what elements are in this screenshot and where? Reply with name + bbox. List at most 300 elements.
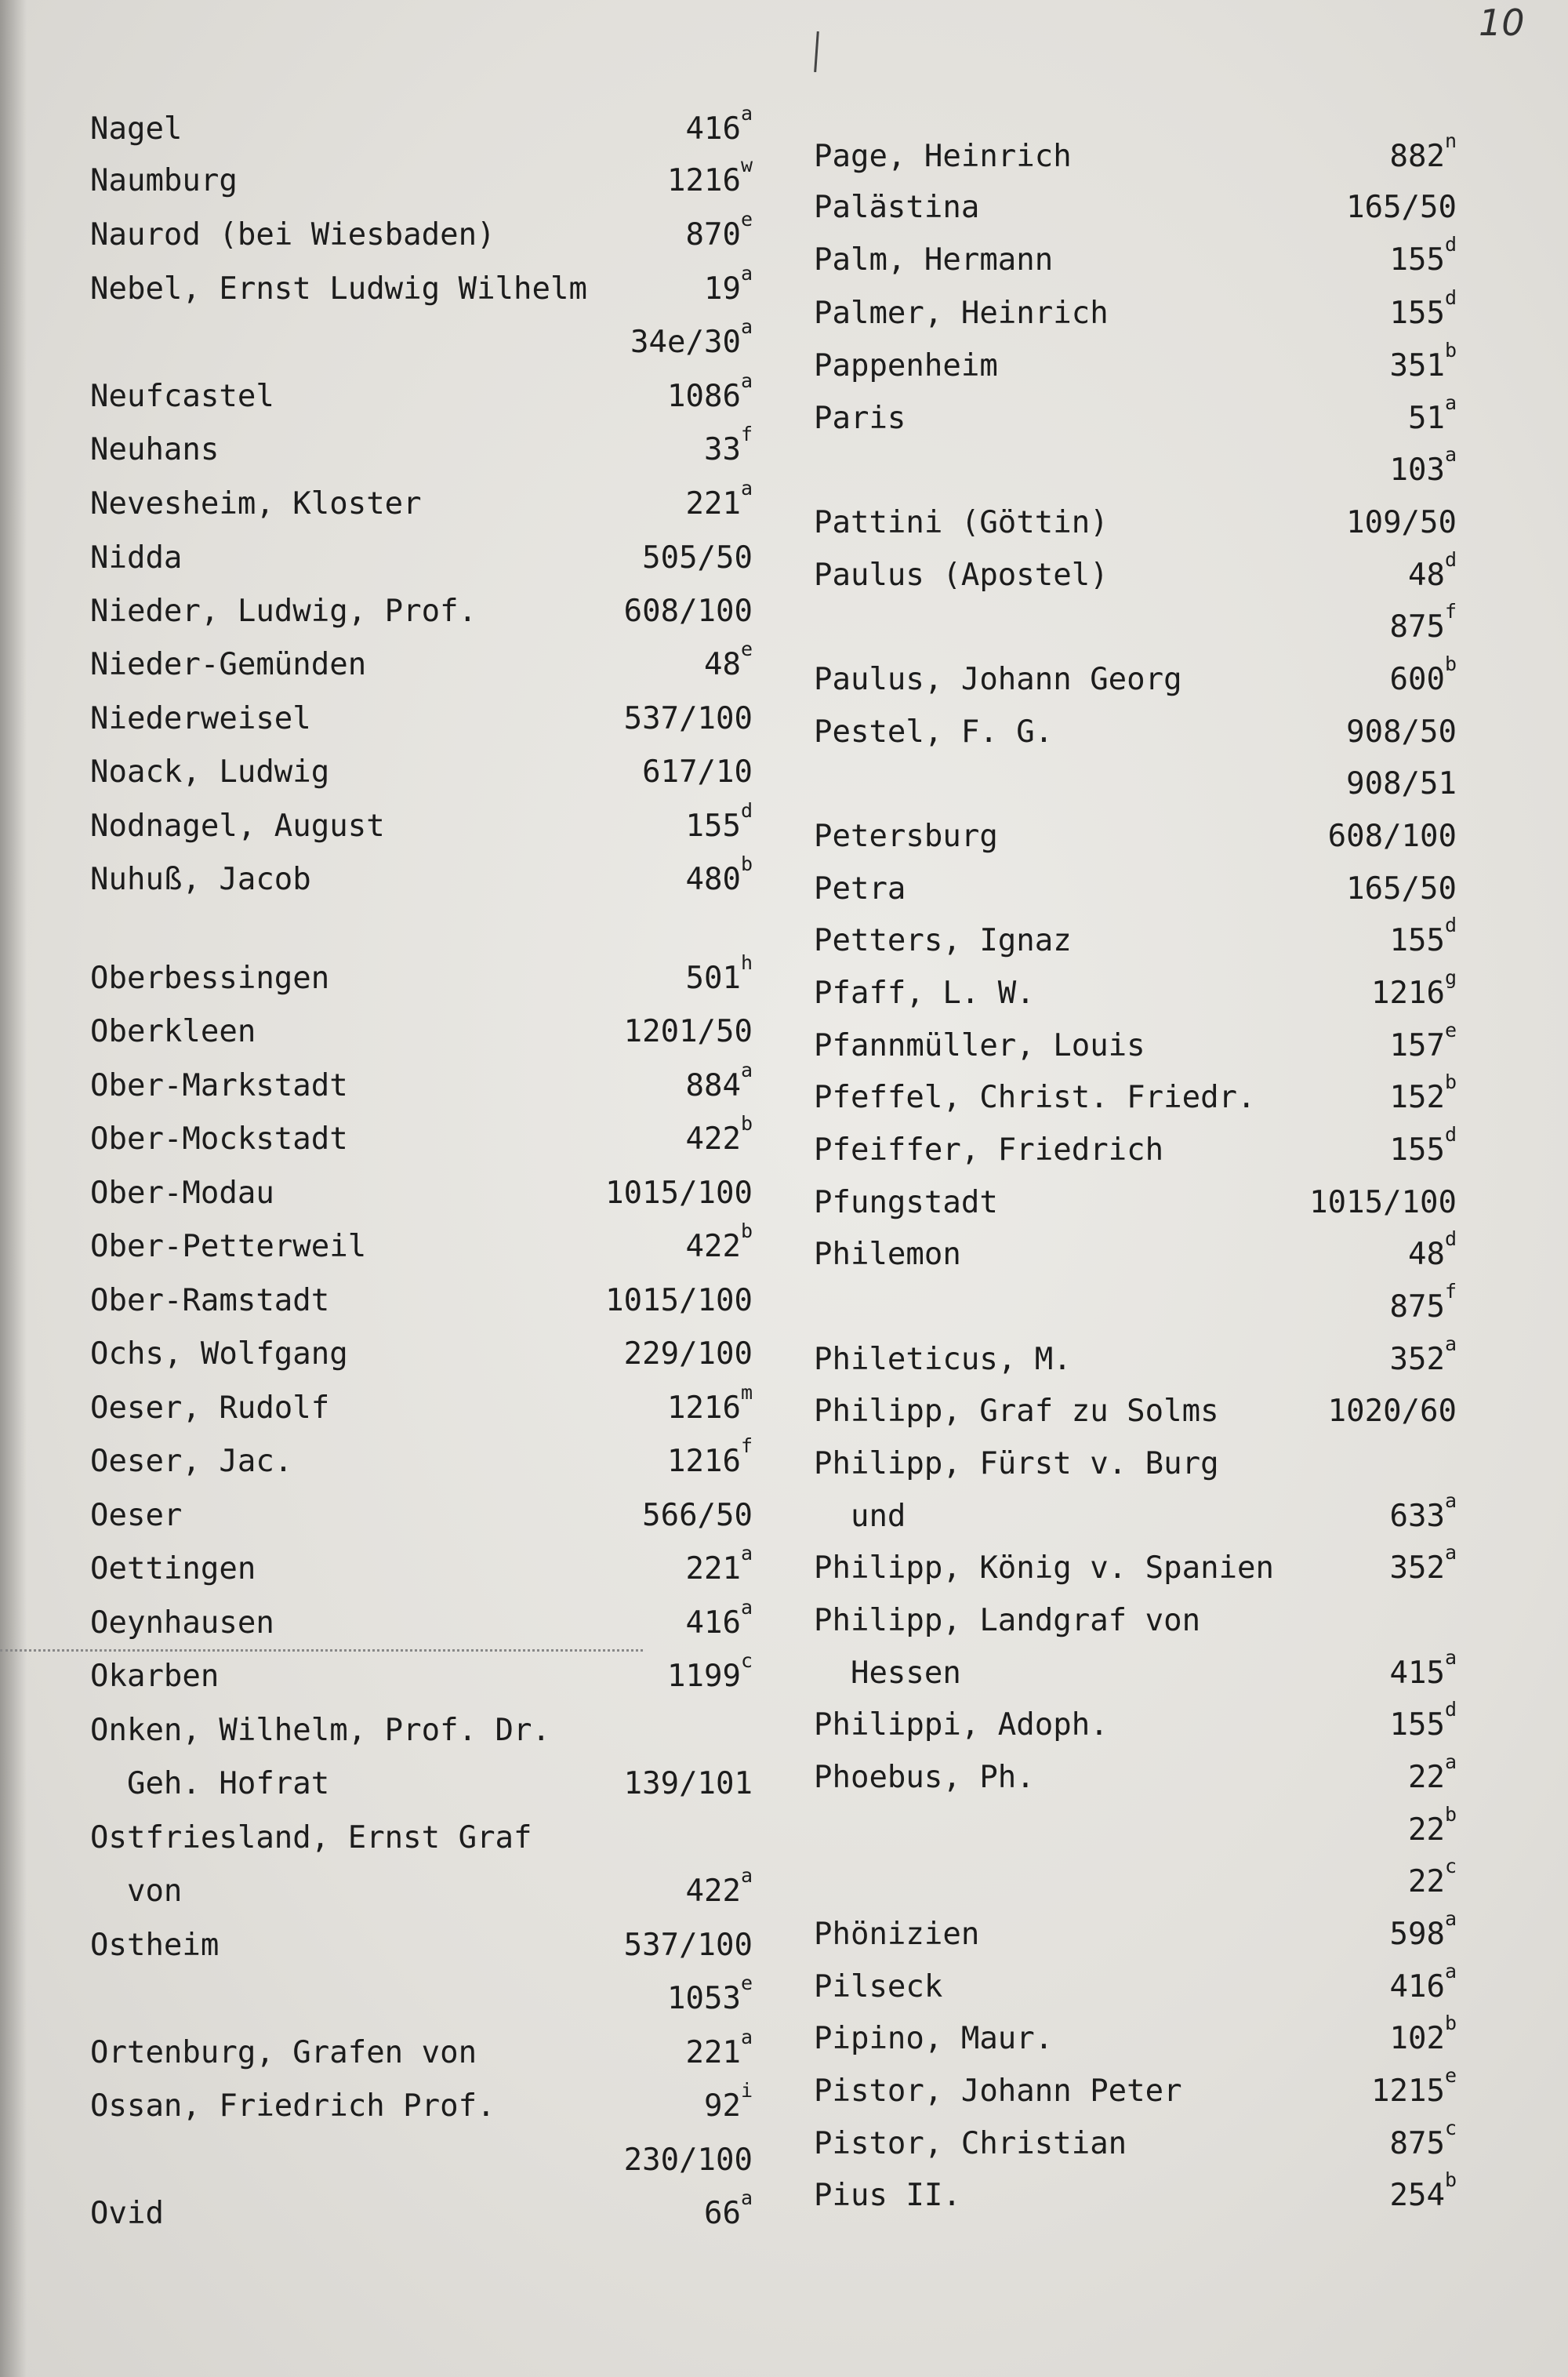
entry-reference: [1389, 1646, 1457, 1693]
entry-name: Pipino, Maur.: [814, 2021, 1054, 2056]
reference-number: 908/51: [1346, 766, 1457, 801]
reference-suffix: a: [740, 369, 753, 392]
reference-number: 608/100: [623, 594, 753, 629]
entry-reference: [667, 154, 753, 201]
entry-name: Ober-Petterweil: [90, 1229, 367, 1264]
reference-number: 1020/60: [1327, 1394, 1457, 1429]
entry-name: Page, Heinrich: [814, 139, 1072, 174]
index-entry: [814, 1601, 1457, 1641]
reference-suffix: a: [740, 1864, 753, 1887]
entry-name: Noack, Ludwig: [90, 754, 330, 790]
entry-name: Nevesheim, Kloster: [90, 486, 422, 522]
index-entry: [814, 652, 1457, 700]
index-entry: [90, 1864, 753, 1911]
entry-reference: [685, 852, 753, 900]
entry-name: Oeser, Rudolf: [90, 1390, 330, 1426]
reference-number: 422: [685, 1121, 741, 1157]
index-entry: [90, 1926, 753, 1965]
index-entry: [814, 503, 1457, 543]
entry-reference: [1389, 2168, 1457, 2215]
entry-reference: [1328, 817, 1457, 856]
index-entry: [814, 1332, 1457, 1379]
reference-number: 1015/100: [605, 1283, 753, 1318]
reference-number: 422: [685, 1874, 741, 1909]
entry-name: Naumburg: [90, 163, 238, 198]
reference-number: 1199: [667, 1659, 741, 1694]
index-entry: [90, 1711, 753, 1750]
entry-reference: [667, 1972, 753, 2019]
entry-reference: [1371, 966, 1457, 1013]
reference-number: 1086: [667, 379, 741, 414]
entry-reference: [685, 951, 753, 998]
entry-reference: [1328, 1392, 1457, 1431]
reference-suffix: c: [1444, 1855, 1457, 1877]
entry-name: Phileticus, M.: [814, 1342, 1072, 1377]
entry-reference: [667, 369, 753, 416]
reference-suffix: b: [1444, 652, 1457, 675]
pen-mark: [814, 31, 819, 72]
entry-reference: [605, 1281, 753, 1321]
index-entry: [90, 1174, 753, 1213]
reference-number: 103: [1389, 453, 1445, 488]
reference-suffix: d: [1444, 233, 1457, 256]
reference-suffix: e: [740, 638, 753, 660]
entry-reference: [685, 1542, 753, 1589]
reference-number: 155: [685, 809, 741, 844]
entry-name: Pappenheim: [814, 348, 998, 383]
entry-name: Onken, Wilhelm, Prof. Dr.: [90, 1713, 550, 1748]
entry-reference: [703, 2079, 753, 2126]
entry-reference: [624, 700, 753, 739]
entry-reference: [642, 1496, 753, 1536]
entry-name: und: [814, 1499, 906, 1534]
reference-number: 1215: [1371, 2074, 1445, 2109]
reference-number: 102: [1389, 2021, 1445, 2056]
reference-suffix: a: [740, 1059, 753, 1081]
reference-number: 48: [1407, 1237, 1445, 1272]
entry-reference: [685, 1059, 753, 1106]
entry-name: Pfeiffer, Friedrich: [814, 1132, 1164, 1168]
entry-name: Naurod (bei Wiesbaden): [90, 217, 495, 253]
reference-suffix: c: [1444, 2117, 1457, 2139]
entry-reference: [1389, 1960, 1457, 2007]
index-entry: [90, 852, 753, 900]
reference-number: 416: [685, 111, 741, 147]
index-entry: [814, 1183, 1457, 1223]
entry-reference: [667, 1434, 753, 1481]
reference-suffix: e: [1444, 1019, 1457, 1041]
reference-suffix: a: [1444, 1646, 1457, 1669]
entry-name: Petra: [814, 871, 906, 907]
index-entry: [814, 1123, 1457, 1170]
reference-number: 229/100: [623, 1336, 753, 1372]
entry-reference: [685, 2026, 753, 2073]
index-entry: [814, 1445, 1457, 1484]
reference-number: 109/50: [1346, 505, 1457, 540]
index-entry: [814, 129, 1457, 176]
entry-reference: [1389, 2117, 1457, 2164]
reference-number: 92: [703, 2088, 741, 2124]
reference-number: 422: [685, 1229, 741, 1264]
index-entry: [814, 233, 1457, 280]
index-entry: [814, 286, 1457, 333]
entry-name: Oberbessingen: [90, 961, 330, 996]
entry-reference: [1389, 1070, 1457, 1118]
index-entry: [814, 1907, 1457, 1954]
index-entry: [814, 713, 1457, 752]
entry-reference: [624, 1012, 753, 1052]
reference-number: 221: [685, 486, 741, 522]
reference-number: 155: [1389, 242, 1445, 278]
entry-reference: [1389, 1123, 1457, 1170]
entry-reference: [703, 423, 753, 470]
index-entry: [90, 1059, 753, 1106]
index-entry: [814, 339, 1457, 386]
reference-number: 501: [685, 961, 741, 996]
reference-number: 33: [703, 432, 741, 467]
reference-number: 157: [1389, 1028, 1445, 1063]
reference-suffix: a: [1444, 1541, 1457, 1564]
entry-name: Nieder, Ludwig, Prof.: [90, 594, 477, 629]
entry-reference: [1407, 1803, 1457, 1850]
reference-suffix: e: [740, 208, 753, 231]
index-entry: [814, 188, 1457, 227]
reference-number: 537/100: [623, 701, 753, 736]
entry-reference: [667, 1649, 753, 1696]
entry-reference: [1389, 129, 1457, 176]
entry-name: Oeser: [90, 1498, 183, 1533]
reference-suffix: i: [740, 2079, 753, 2102]
index-entry: [814, 817, 1457, 856]
reference-suffix: b: [1444, 1803, 1457, 1826]
entry-reference: [1389, 914, 1457, 961]
reference-suffix: a: [740, 1596, 753, 1619]
reference-number: 416: [685, 1605, 741, 1641]
page-number: 10: [1479, 2, 1525, 44]
index-entry: [90, 1434, 753, 1481]
entry-name: Nagel: [90, 111, 183, 147]
index-entry: [814, 1960, 1457, 2007]
entry-reference: [1346, 503, 1457, 543]
entry-reference: [703, 262, 753, 309]
entry-reference: [685, 799, 753, 846]
reference-suffix: b: [1444, 2168, 1457, 2191]
reference-number: 51: [1407, 401, 1445, 436]
reference-number: 221: [685, 2035, 741, 2070]
index-entry: [814, 2012, 1457, 2059]
index-entry: [90, 369, 753, 416]
reference-suffix: a: [1444, 1750, 1457, 1773]
entry-reference: [1389, 1019, 1457, 1066]
index-entry: [814, 443, 1457, 490]
entry-name: Neuhans: [90, 432, 220, 467]
index-entry: [814, 1019, 1457, 1066]
entry-name: Oeser, Jac.: [90, 1444, 293, 1479]
entry-reference: [685, 477, 753, 524]
entry-reference: [1346, 765, 1457, 804]
reference-number: 505/50: [642, 540, 753, 576]
index-entry: [90, 477, 753, 524]
reference-suffix: a: [740, 1542, 753, 1565]
reference-suffix: a: [1444, 443, 1457, 466]
reference-number: 617/10: [642, 754, 753, 790]
reference-number: 480: [685, 862, 741, 897]
index-entry: [90, 951, 753, 998]
reference-suffix: a: [1444, 1907, 1457, 1930]
reference-suffix: b: [1444, 339, 1457, 362]
entry-name: Ober-Markstadt: [90, 1068, 348, 1103]
reference-suffix: a: [740, 2186, 753, 2209]
reference-number: 230/100: [623, 2143, 753, 2178]
reference-suffix: d: [1444, 548, 1457, 571]
entry-name: Nieder-Gemünden: [90, 647, 367, 682]
reference-suffix: m: [740, 1381, 753, 1404]
reference-number: 1201/50: [623, 1014, 753, 1049]
entry-reference: [642, 753, 753, 792]
reference-number: 1216: [667, 163, 741, 198]
entry-name: Ochs, Wolfgang: [90, 1336, 348, 1372]
index-entry: [90, 262, 753, 309]
index-entry: [90, 1972, 753, 2019]
reference-number: 884: [685, 1068, 741, 1103]
index-entry: [814, 2168, 1457, 2215]
entry-reference: [685, 1219, 753, 1267]
entry-name: Okarben: [90, 1659, 220, 1694]
reference-suffix: d: [1444, 1123, 1457, 1146]
entry-reference: [1389, 600, 1457, 647]
reference-number: 1015/100: [1309, 1185, 1457, 1220]
index-entry: [814, 765, 1457, 804]
reference-number: 48: [703, 647, 741, 682]
reference-number: 152: [1389, 1080, 1445, 1115]
index-entry: [814, 391, 1457, 438]
entry-name: Oberkleen: [90, 1014, 256, 1049]
reference-number: 155: [1389, 1707, 1445, 1743]
entry-reference: [1389, 1698, 1457, 1745]
reference-number: 415: [1389, 1656, 1445, 1691]
reference-suffix: a: [1444, 1960, 1457, 1983]
entry-name: Pilseck: [814, 1969, 943, 2004]
reference-suffix: d: [1444, 286, 1457, 309]
reference-suffix: b: [1444, 1070, 1457, 1093]
entry-name: Neufcastel: [90, 379, 274, 414]
entry-name: Pistor, Christian: [814, 2126, 1127, 2161]
entry-name: Ossan, Friedrich Prof.: [90, 2088, 495, 2124]
index-entry: [814, 1227, 1457, 1274]
entry-reference: [624, 592, 753, 631]
index-entry: [814, 2064, 1457, 2111]
entry-name: Geh. Hofrat: [90, 1766, 330, 1801]
reference-suffix: a: [740, 262, 753, 285]
entry-name: Phönizien: [814, 1917, 980, 1952]
reference-number: 139/101: [623, 1766, 753, 1801]
entry-name: Oettingen: [90, 1551, 256, 1586]
entry-name: Philipp, Landgraf von: [814, 1603, 1201, 1638]
reference-number: 908/50: [1346, 714, 1457, 750]
entry-name: Ober-Ramstadt: [90, 1283, 330, 1318]
index-entry: [90, 1819, 753, 1858]
index-entry: [90, 2141, 753, 2180]
index-entry: [90, 700, 753, 739]
entry-name: Pestel, F. G.: [814, 714, 1054, 750]
index-entry: [90, 154, 753, 201]
entry-name: Pfeffel, Christ. Friedr.: [814, 1080, 1256, 1115]
entry-reference: [1346, 188, 1457, 227]
index-entry: [90, 1596, 753, 1643]
entry-name: Philipp, Graf zu Solms: [814, 1394, 1219, 1429]
entry-name: Paris: [814, 401, 906, 436]
entry-name: Palm, Hermann: [814, 242, 1054, 278]
entry-reference: [1389, 2012, 1457, 2059]
index-entry: [814, 870, 1457, 909]
reference-number: 155: [1389, 923, 1445, 958]
entry-name: Nebel, Ernst Ludwig Wilhelm: [90, 271, 587, 307]
entry-reference: [642, 539, 753, 578]
reference-number: 875: [1389, 609, 1445, 645]
index-entry: [814, 1489, 1457, 1536]
entry-name: Ober-Mockstadt: [90, 1121, 348, 1157]
reference-number: 155: [1389, 1132, 1445, 1168]
entry-name: Ovid: [90, 2196, 164, 2231]
reference-suffix: f: [740, 423, 753, 445]
entry-name: Ober-Modau: [90, 1176, 274, 1211]
entry-reference: [685, 208, 753, 255]
index-entry: [814, 914, 1457, 961]
reference-number: 165/50: [1346, 190, 1457, 225]
index-entry: [814, 1070, 1457, 1118]
index-entry: [814, 1803, 1457, 1850]
reference-number: 875: [1389, 2126, 1445, 2161]
index-entry: [90, 592, 753, 631]
reference-number: 254: [1389, 2178, 1445, 2213]
index-entry: [814, 1280, 1457, 1327]
reference-suffix: n: [1444, 129, 1457, 152]
entry-reference: [1309, 1183, 1457, 1223]
entry-reference: [1407, 1750, 1457, 1797]
dotted-line: [0, 1649, 643, 1652]
entry-reference: [1407, 548, 1457, 595]
reference-suffix: d: [1444, 1227, 1457, 1250]
reference-number: 351: [1389, 348, 1445, 383]
entry-reference: [1389, 339, 1457, 386]
reference-number: 48: [1407, 558, 1445, 593]
entry-reference: [1389, 1280, 1457, 1327]
reference-number: 633: [1389, 1499, 1445, 1534]
index-entry: [814, 2117, 1457, 2164]
index-entry: [90, 1649, 753, 1696]
index-entry: [814, 1541, 1457, 1588]
reference-number: 600: [1389, 662, 1445, 697]
reference-number: 870: [685, 217, 741, 253]
reference-number: 19: [703, 271, 741, 307]
reference-number: 416: [1389, 1969, 1445, 2004]
reference-number: 165/50: [1346, 871, 1457, 907]
reference-suffix: f: [740, 1434, 753, 1457]
reference-suffix: d: [1444, 1698, 1457, 1721]
entry-reference: [1389, 233, 1457, 280]
entry-reference: [685, 102, 753, 149]
entry-reference: [1389, 443, 1457, 490]
entry-name: Oeynhausen: [90, 1605, 274, 1641]
reference-number: 352: [1389, 1550, 1445, 1586]
entry-reference: [685, 1864, 753, 1911]
entry-reference: [1346, 870, 1457, 909]
entry-reference: [624, 2141, 753, 2180]
entry-reference: [1371, 2064, 1457, 2111]
reference-number: 566/50: [642, 1498, 753, 1533]
reference-number: 221: [685, 1551, 741, 1586]
reference-number: 1216: [1371, 976, 1445, 1011]
reference-number: 66: [703, 2196, 741, 2231]
index-entry: [90, 102, 753, 149]
reference-suffix: a: [1444, 391, 1457, 414]
entry-name: Phoebus, Ph.: [814, 1760, 1035, 1795]
entry-name: Ostheim: [90, 1928, 220, 1963]
index-entry: [90, 799, 753, 846]
entry-name: Pfungstadt: [814, 1185, 998, 1220]
reference-suffix: b: [1444, 2012, 1457, 2034]
reference-suffix: b: [740, 1219, 753, 1242]
entry-reference: [624, 1765, 753, 1804]
reference-number: 1216: [667, 1390, 741, 1426]
reference-suffix: f: [1444, 600, 1457, 623]
reference-suffix: a: [740, 102, 753, 125]
index-entry: [90, 315, 753, 362]
reference-number: 1216: [667, 1444, 741, 1479]
entry-name: Paulus (Apostel): [814, 558, 1109, 593]
reference-suffix: c: [740, 1649, 753, 1672]
reference-number: 1053: [667, 1981, 741, 2016]
entry-reference: [1389, 1489, 1457, 1536]
entry-reference: [1389, 1907, 1457, 1954]
index-entry: [90, 1012, 753, 1052]
index-entry: [90, 1381, 753, 1428]
entry-reference: [703, 2186, 753, 2233]
entry-reference: [1389, 1332, 1457, 1379]
reference-number: 155: [1389, 296, 1445, 331]
reference-number: 537/100: [623, 1928, 753, 1963]
index-entry: [90, 1765, 753, 1804]
entry-name: Pius II.: [814, 2178, 961, 2213]
index-entry: [90, 1112, 753, 1159]
index-entry: [90, 1542, 753, 1589]
index-entry: [814, 966, 1457, 1013]
reference-suffix: b: [740, 1112, 753, 1135]
entry-name: Philippi, Adoph.: [814, 1707, 1109, 1743]
index-entry: [90, 2079, 753, 2126]
entry-name: Palästina: [814, 190, 980, 225]
entry-reference: [1389, 286, 1457, 333]
index-entry: [90, 2186, 753, 2233]
reference-number: 1015/100: [605, 1176, 753, 1211]
entry-reference: [685, 1112, 753, 1159]
index-entry: [814, 1698, 1457, 1745]
index-entry: [90, 1335, 753, 1374]
reference-suffix: a: [740, 2026, 753, 2048]
entry-name: Niederweisel: [90, 701, 311, 736]
entry-name: Nodnagel, August: [90, 809, 385, 844]
entry-name: Paulus, Johann Georg: [814, 662, 1182, 697]
entry-reference: [624, 1335, 753, 1374]
entry-name: Philipp, König v. Spanien: [814, 1550, 1274, 1586]
entry-name: Pistor, Johann Peter: [814, 2074, 1182, 2109]
reference-number: 352: [1389, 1342, 1445, 1377]
reference-suffix: d: [1444, 914, 1457, 936]
entry-name: Philipp, Fürst v. Burg: [814, 1446, 1219, 1481]
index-entry: [90, 1496, 753, 1536]
reference-number: 34e/30: [630, 325, 741, 360]
reference-suffix: w: [740, 154, 753, 176]
